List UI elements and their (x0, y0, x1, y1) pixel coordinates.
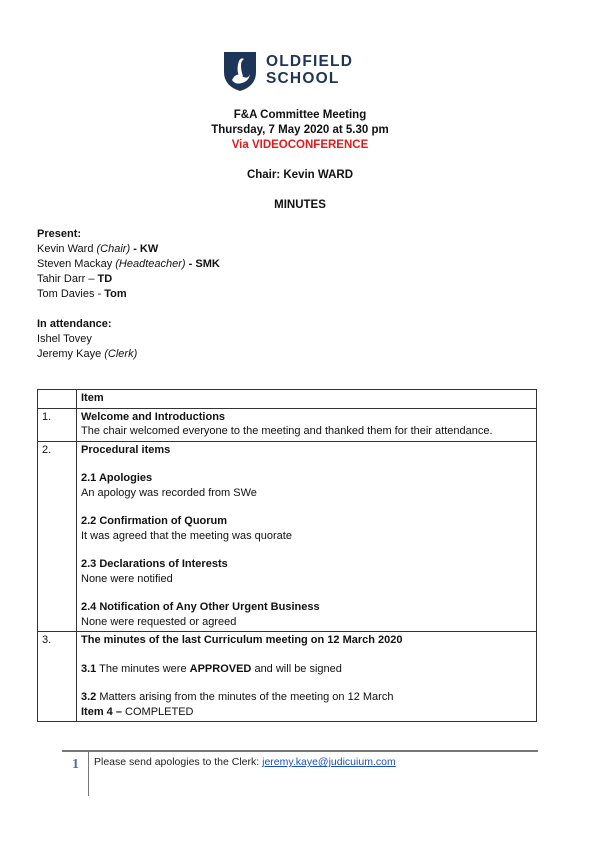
item-title: Procedural items (81, 443, 171, 456)
item-title: Welcome and Introductions (81, 410, 226, 423)
table-header-item: Item (77, 390, 537, 409)
present-person: Tahir Darr – TD (37, 273, 113, 285)
attendance-person: Ishel Tovey (37, 333, 92, 345)
meeting-venue: Via VIDEOCONFERENCE (231, 139, 369, 151)
document-type: MINUTES (274, 199, 326, 211)
attendance-section (37, 317, 137, 362)
subitem-title: 2.1 Apologies (81, 472, 153, 484)
subitem-text: None were notified (81, 572, 173, 585)
footer-vertical-rule (88, 752, 89, 796)
subitem-text: None were requested or agreed (81, 615, 237, 628)
item-number: 1. (38, 408, 77, 441)
minutes-table (37, 389, 537, 722)
subitem-text: It was agreed that the meeting was quorate (81, 529, 292, 542)
item-title: The minutes of the last Curriculum meeting on 12 March 2020 (81, 634, 403, 646)
meeting-date: Thursday, 7 May 2020 at 5.30 pm (211, 124, 389, 136)
logo-line-1: OLDFIELD (266, 53, 354, 70)
subitem-3-1: 3.1 The minutes were APPROVED and will be signed (81, 662, 342, 675)
table-row (38, 441, 537, 632)
present-person: Steven Mackay (Headteacher) - SMK (37, 258, 220, 270)
subitem-item-4: Item 4 – COMPLETED (81, 705, 194, 718)
subitem-title: 2.4 Notification of Any Other Urgent Business (81, 601, 320, 613)
meeting-chair: Chair: Kevin WARD (246, 169, 354, 181)
item-text: The chair welcomed everyone to the meeting and thanked them for their attendance. (81, 425, 493, 437)
swan-shield-icon (222, 50, 258, 92)
page-number: 1 (72, 757, 79, 772)
attendance-person: Jeremy Kaye (Clerk) (37, 348, 138, 360)
subitem-title: 2.3 Declarations of Interests (81, 558, 228, 570)
school-logo (222, 50, 372, 96)
footer-note: Please send apologies to the Clerk: jeremy.kaye@judicuium.com (94, 756, 396, 768)
table-row (38, 632, 537, 722)
present-person: Kevin Ward (Chair) - KW (37, 243, 159, 255)
table-header-row (38, 390, 537, 409)
subitem-title: 2.2 Confirmation of Quorum (81, 515, 228, 527)
table-row (38, 408, 537, 441)
attendance-heading: In attendance: (37, 318, 112, 330)
present-heading: Present: (37, 228, 82, 240)
logo-line-2: SCHOOL (266, 70, 340, 87)
clerk-email-link[interactable]: jeremy.kaye@judicuium.com (262, 756, 396, 768)
meeting-title: F&A Committee Meeting (233, 109, 367, 121)
present-section (37, 227, 220, 302)
subitem-text: An apology was recorded from SWe (81, 486, 257, 499)
item-number: 3. (38, 632, 77, 722)
present-person: Tom Davies - Tom (37, 288, 127, 300)
footer-divider (62, 750, 538, 752)
subitem-3-2: 3.2 Matters arising from the minutes of the meeting on 12 March (81, 691, 394, 703)
item-number: 2. (38, 441, 77, 632)
